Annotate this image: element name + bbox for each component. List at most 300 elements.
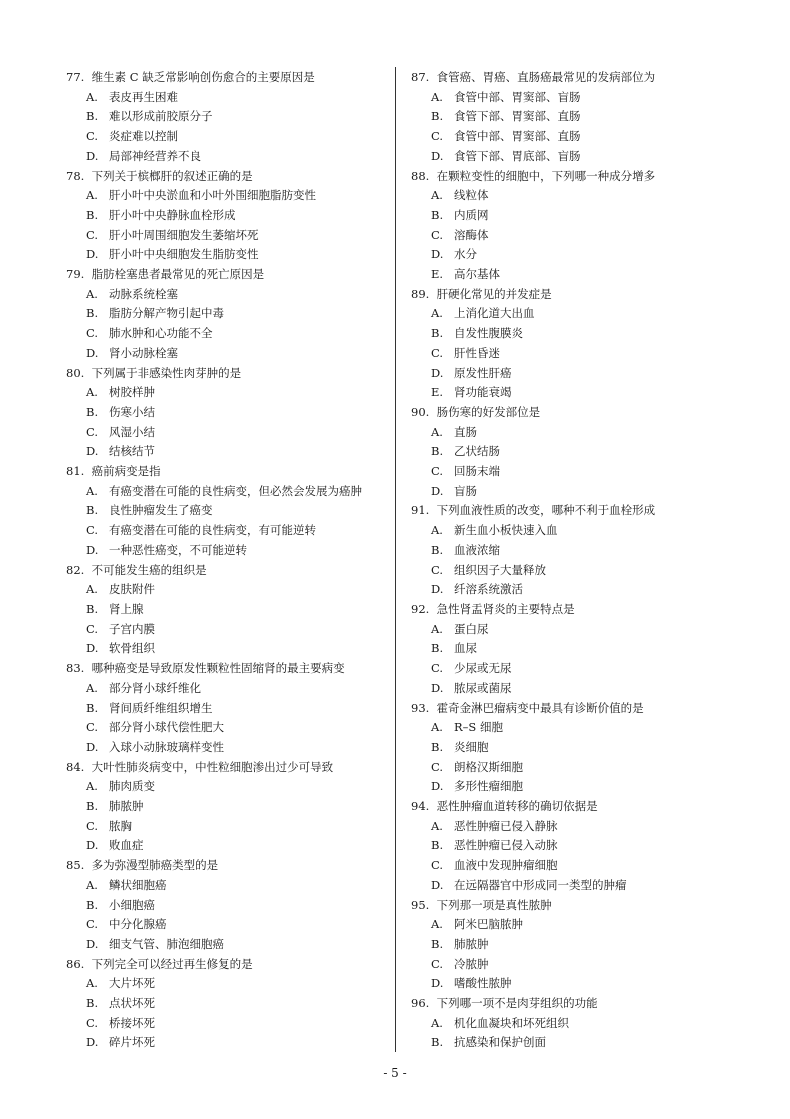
answer-option bbox=[411, 561, 731, 581]
option-text: 肾小动脉栓塞 bbox=[109, 345, 178, 360]
answer-option bbox=[66, 383, 386, 403]
option-letter: C. bbox=[431, 661, 444, 676]
option-letter: C. bbox=[86, 424, 99, 439]
option-text: 回肠末端 bbox=[454, 464, 500, 479]
question bbox=[411, 797, 731, 896]
answer-option bbox=[411, 817, 731, 837]
option-letter: C. bbox=[86, 818, 99, 833]
answer-option bbox=[411, 758, 731, 778]
answer-option bbox=[66, 423, 386, 443]
option-text: 鳞状细胞癌 bbox=[109, 877, 167, 892]
option-letter: A. bbox=[431, 306, 443, 321]
option-letter: A. bbox=[431, 89, 443, 104]
option-text: 脂肪分解产物引起中毒 bbox=[109, 306, 224, 321]
answer-option bbox=[66, 797, 386, 817]
answer-option bbox=[66, 836, 386, 856]
option-letter: B. bbox=[86, 404, 99, 419]
option-letter: B. bbox=[431, 109, 444, 124]
option-letter: D. bbox=[86, 247, 99, 262]
option-letter: E. bbox=[431, 385, 444, 400]
left-column bbox=[66, 68, 386, 1053]
answer-option bbox=[66, 718, 386, 738]
option-text: 肝性昏迷 bbox=[454, 345, 500, 360]
option-letter: D. bbox=[431, 680, 444, 695]
answer-option bbox=[66, 226, 386, 246]
option-letter: D. bbox=[86, 345, 99, 360]
question bbox=[66, 167, 386, 266]
page-number: - 5 - bbox=[383, 1066, 407, 1080]
answer-option bbox=[411, 186, 731, 206]
option-letter: C. bbox=[86, 326, 99, 341]
option-text: 肾上腺 bbox=[109, 601, 144, 616]
option-text: 软骨组织 bbox=[109, 641, 155, 656]
option-text: 炎症难以控制 bbox=[109, 129, 178, 144]
answer-option bbox=[411, 127, 731, 147]
option-text: 肝小叶中央淤血和小叶外围细胞脂肪变性 bbox=[109, 188, 316, 203]
question-number: 82. bbox=[66, 562, 85, 577]
option-text: 动脉系统栓塞 bbox=[109, 286, 178, 301]
answer-option bbox=[411, 88, 731, 108]
option-text: 组织因子大量释放 bbox=[454, 562, 546, 577]
question-stem bbox=[411, 68, 731, 88]
question-text: 多为弥漫型肺癌类型的是 bbox=[91, 858, 219, 873]
question-number: 95. bbox=[411, 897, 430, 912]
option-text: 肺脓肿 bbox=[454, 936, 489, 951]
question-text: 脂肪栓塞患者最常见的死亡原因是 bbox=[91, 267, 265, 282]
option-letter: A. bbox=[431, 424, 443, 439]
option-letter: B. bbox=[431, 739, 444, 754]
question-text: 肠伤寒的好发部位是 bbox=[436, 404, 541, 419]
question bbox=[66, 758, 386, 857]
question-number: 77. bbox=[66, 70, 85, 84]
option-text: 冷脓肿 bbox=[454, 956, 489, 971]
answer-option bbox=[411, 580, 731, 600]
question-text: 肝硬化常见的并发症是 bbox=[436, 286, 552, 301]
option-text: 少尿或无尿 bbox=[454, 661, 512, 676]
question bbox=[66, 856, 386, 955]
option-text: 树胶样肿 bbox=[109, 385, 155, 400]
right-column bbox=[411, 68, 731, 1053]
question-number: 86. bbox=[66, 956, 85, 971]
question-number: 80. bbox=[66, 365, 85, 380]
option-text: 入球小动脉玻璃样变性 bbox=[109, 739, 224, 754]
option-text: 新生血小板快速入血 bbox=[454, 523, 558, 538]
option-text: 高尔基体 bbox=[454, 267, 500, 282]
option-letter: A. bbox=[431, 523, 443, 538]
answer-option bbox=[66, 915, 386, 935]
question-text: 在颗粒变性的细胞中，下列哪一种成分增多 bbox=[436, 168, 656, 183]
option-letter: B. bbox=[86, 996, 99, 1011]
question bbox=[411, 68, 731, 167]
question-stem bbox=[66, 659, 386, 679]
option-text: 点状坏死 bbox=[109, 996, 155, 1011]
option-letter: B. bbox=[86, 799, 99, 814]
option-letter: B. bbox=[86, 207, 99, 222]
answer-option bbox=[411, 1033, 731, 1053]
answer-option bbox=[411, 836, 731, 856]
option-text: 良性肿瘤发生了癌变 bbox=[109, 503, 213, 518]
option-text: 食管中部、胃窦部、盲肠 bbox=[454, 89, 581, 104]
answer-option bbox=[66, 1033, 386, 1053]
answer-option bbox=[66, 600, 386, 620]
question-text: 下列血液性质的改变，哪种不利于血栓形成 bbox=[436, 503, 656, 518]
option-text: 直肠 bbox=[454, 424, 477, 439]
option-text: 食管中部、胃窦部、直肠 bbox=[454, 129, 581, 144]
answer-option bbox=[411, 935, 731, 955]
question bbox=[66, 462, 386, 561]
answer-option bbox=[66, 403, 386, 423]
answer-option bbox=[411, 777, 731, 797]
answer-option bbox=[66, 285, 386, 305]
answer-option bbox=[411, 462, 731, 482]
option-letter: A. bbox=[431, 917, 443, 932]
answer-option bbox=[411, 442, 731, 462]
option-text: 自发性腹膜炎 bbox=[454, 326, 523, 341]
option-letter: A. bbox=[86, 680, 98, 695]
option-letter: C. bbox=[431, 227, 444, 242]
option-letter: C. bbox=[86, 621, 99, 636]
option-text: 一种恶性癌变，不可能逆转 bbox=[109, 542, 247, 557]
question bbox=[411, 699, 731, 798]
question-stem bbox=[66, 561, 386, 581]
answer-option bbox=[66, 817, 386, 837]
answer-option bbox=[66, 974, 386, 994]
option-text: 有癌变潜在可能的良性病变，但必然会发展为癌肿 bbox=[109, 483, 362, 498]
question-text: 下列完全可以经过再生修复的是 bbox=[91, 956, 253, 971]
answer-option bbox=[66, 994, 386, 1014]
option-letter: C. bbox=[431, 858, 444, 873]
option-letter: D. bbox=[86, 936, 99, 951]
question-text: 霍奇金淋巴瘤病变中最具有诊断价值的是 bbox=[436, 700, 644, 715]
answer-option bbox=[411, 265, 731, 285]
option-text: 内质网 bbox=[454, 207, 489, 222]
option-text: 碎片坏死 bbox=[109, 1035, 155, 1050]
question-number: 93. bbox=[411, 700, 430, 715]
question-text: 食管癌、胃癌、直肠癌最常见的发病部位为 bbox=[436, 70, 656, 84]
option-text: 炎细胞 bbox=[454, 739, 489, 754]
question-number: 88. bbox=[411, 168, 430, 183]
answer-option bbox=[411, 679, 731, 699]
question-text: 癌前病变是指 bbox=[91, 464, 161, 479]
option-letter: A. bbox=[86, 89, 98, 104]
answer-option bbox=[66, 896, 386, 916]
option-text: 阿米巴脑脓肿 bbox=[454, 917, 523, 932]
option-text: 大片坏死 bbox=[109, 976, 155, 991]
question-stem bbox=[66, 955, 386, 975]
answer-option bbox=[411, 876, 731, 896]
question bbox=[411, 600, 731, 699]
option-text: 伤寒小结 bbox=[109, 404, 155, 419]
option-letter: B. bbox=[431, 444, 444, 459]
question bbox=[411, 403, 731, 502]
option-text: 纤溶系统激活 bbox=[454, 582, 523, 597]
question bbox=[66, 364, 386, 463]
answer-option bbox=[411, 324, 731, 344]
question-number: 90. bbox=[411, 404, 430, 419]
option-letter: C. bbox=[86, 917, 99, 932]
answer-option bbox=[66, 442, 386, 462]
question bbox=[66, 659, 386, 758]
option-letter: A. bbox=[431, 1015, 443, 1030]
option-text: 肝小叶中央静脉血栓形成 bbox=[109, 207, 236, 222]
option-letter: A. bbox=[86, 286, 98, 301]
option-text: 肝小叶周围细胞发生萎缩坏死 bbox=[109, 227, 259, 242]
question-text: 恶性肿瘤血道转移的确切依据是 bbox=[436, 799, 598, 814]
question-text: 下列那一项是真性脓肿 bbox=[436, 897, 552, 912]
question bbox=[66, 561, 386, 660]
answer-option bbox=[411, 344, 731, 364]
option-text: 机化血凝块和坏死组织 bbox=[454, 1015, 569, 1030]
option-letter: B. bbox=[431, 207, 444, 222]
option-text: 部分肾小球纤维化 bbox=[109, 680, 201, 695]
question-stem bbox=[411, 699, 731, 719]
question-stem bbox=[66, 856, 386, 876]
option-letter: A. bbox=[86, 582, 98, 597]
option-letter: D. bbox=[431, 877, 444, 892]
answer-option bbox=[411, 304, 731, 324]
question-text: 哪种癌变是导致原发性颗粒性固缩肾的最主要病变 bbox=[91, 661, 345, 676]
option-letter: C. bbox=[431, 956, 444, 971]
option-text: 抗感染和保护创面 bbox=[454, 1035, 546, 1050]
option-text: 恶性肿瘤已侵入动脉 bbox=[454, 838, 558, 853]
question-number: 87. bbox=[411, 70, 430, 84]
answer-option bbox=[66, 521, 386, 541]
question-text: 不可能发生癌的组织是 bbox=[91, 562, 207, 577]
question-text: 维生素 C 缺乏常影响创伤愈合的主要原因是 bbox=[91, 70, 315, 84]
question-stem bbox=[411, 797, 731, 817]
option-letter: C. bbox=[86, 129, 99, 144]
answer-option bbox=[411, 206, 731, 226]
option-letter: B. bbox=[431, 838, 444, 853]
option-text: 朗格汉斯细胞 bbox=[454, 759, 523, 774]
option-letter: C. bbox=[86, 720, 99, 735]
answer-option bbox=[66, 935, 386, 955]
question bbox=[411, 896, 731, 995]
option-letter: D. bbox=[86, 641, 99, 656]
option-text: 有癌变潜在可能的良性病变，有可能逆转 bbox=[109, 523, 316, 538]
answer-option bbox=[411, 521, 731, 541]
option-text: 小细胞癌 bbox=[109, 897, 155, 912]
option-letter: A. bbox=[86, 483, 98, 498]
option-letter: B. bbox=[431, 542, 444, 557]
answer-option bbox=[411, 856, 731, 876]
answer-option bbox=[411, 245, 731, 265]
option-text: 水分 bbox=[454, 247, 477, 262]
question-number: 79. bbox=[66, 267, 85, 282]
option-text: 盲肠 bbox=[454, 483, 477, 498]
answer-option bbox=[66, 580, 386, 600]
question-number: 85. bbox=[66, 858, 85, 873]
option-text: 多形性瘤细胞 bbox=[454, 779, 523, 794]
answer-option bbox=[66, 1014, 386, 1034]
option-letter: A. bbox=[431, 188, 443, 203]
option-letter: D. bbox=[431, 779, 444, 794]
answer-option bbox=[411, 383, 731, 403]
option-letter: C. bbox=[86, 523, 99, 538]
option-letter: E. bbox=[431, 267, 444, 282]
option-text: 部分肾小球代偿性肥大 bbox=[109, 720, 224, 735]
option-letter: B. bbox=[86, 503, 99, 518]
option-letter: D. bbox=[431, 483, 444, 498]
option-letter: D. bbox=[431, 365, 444, 380]
question-number: 81. bbox=[66, 464, 85, 479]
answer-option bbox=[66, 699, 386, 719]
answer-option bbox=[66, 482, 386, 502]
option-letter: D. bbox=[86, 739, 99, 754]
answer-option bbox=[66, 245, 386, 265]
option-text: 风湿小结 bbox=[109, 424, 155, 439]
option-text: 血尿 bbox=[454, 641, 477, 656]
option-text: 细支气管、肺泡细胞癌 bbox=[109, 936, 224, 951]
question bbox=[411, 167, 731, 285]
answer-option bbox=[66, 127, 386, 147]
question-stem bbox=[411, 994, 731, 1014]
answer-option bbox=[66, 304, 386, 324]
option-letter: B. bbox=[86, 601, 99, 616]
question-number: 96. bbox=[411, 996, 430, 1011]
answer-option bbox=[66, 620, 386, 640]
option-text: 线粒体 bbox=[454, 188, 489, 203]
answer-option bbox=[411, 718, 731, 738]
question-stem bbox=[411, 896, 731, 916]
option-text: 败血症 bbox=[109, 838, 144, 853]
answer-option bbox=[411, 482, 731, 502]
option-letter: B. bbox=[431, 641, 444, 656]
answer-option bbox=[66, 738, 386, 758]
option-text: 乙状结肠 bbox=[454, 444, 500, 459]
option-letter: C. bbox=[431, 345, 444, 360]
answer-option bbox=[66, 501, 386, 521]
question-text: 下列属于非感染性肉芽肿的是 bbox=[91, 365, 242, 380]
question-number: 92. bbox=[411, 601, 430, 616]
question-stem bbox=[411, 600, 731, 620]
option-letter: C. bbox=[431, 129, 444, 144]
question-number: 94. bbox=[411, 799, 430, 814]
answer-option bbox=[411, 107, 731, 127]
option-letter: A. bbox=[86, 976, 98, 991]
option-letter: D. bbox=[86, 148, 99, 163]
option-text: R–S 细胞 bbox=[454, 720, 503, 735]
answer-option bbox=[66, 147, 386, 167]
answer-option bbox=[66, 107, 386, 127]
answer-option bbox=[411, 364, 731, 384]
option-text: 肺水肿和心功能不全 bbox=[109, 326, 213, 341]
question-stem bbox=[411, 403, 731, 423]
option-text: 血液中发现肿瘤细胞 bbox=[454, 858, 558, 873]
question-stem bbox=[411, 285, 731, 305]
answer-option bbox=[66, 344, 386, 364]
question bbox=[411, 285, 731, 403]
answer-option bbox=[411, 541, 731, 561]
question bbox=[411, 501, 731, 600]
answer-option bbox=[411, 738, 731, 758]
option-text: 肺脓肿 bbox=[109, 799, 144, 814]
option-text: 结核结节 bbox=[109, 444, 155, 459]
option-text: 表皮再生困难 bbox=[109, 89, 178, 104]
answer-option bbox=[411, 974, 731, 994]
option-text: 蛋白尿 bbox=[454, 621, 489, 636]
question-stem bbox=[66, 167, 386, 187]
question-stem bbox=[411, 167, 731, 187]
option-text: 食管下部、胃窦部、直肠 bbox=[454, 109, 581, 124]
answer-option bbox=[411, 639, 731, 659]
option-letter: B. bbox=[431, 1035, 444, 1050]
option-text: 食管下部、胃底部、盲肠 bbox=[454, 148, 581, 163]
option-letter: B. bbox=[431, 936, 444, 951]
answer-option bbox=[411, 226, 731, 246]
option-letter: C. bbox=[431, 562, 444, 577]
answer-option bbox=[411, 955, 731, 975]
option-text: 桥接坏死 bbox=[109, 1015, 155, 1030]
answer-option bbox=[411, 915, 731, 935]
question bbox=[66, 265, 386, 364]
option-text: 皮肤附件 bbox=[109, 582, 155, 597]
answer-option bbox=[411, 620, 731, 640]
option-letter: A. bbox=[86, 385, 98, 400]
question-stem bbox=[66, 265, 386, 285]
question-number: 91. bbox=[411, 503, 430, 518]
answer-option bbox=[66, 186, 386, 206]
option-text: 脓胸 bbox=[109, 818, 132, 833]
option-text: 嗜酸性脓肿 bbox=[454, 976, 512, 991]
option-text: 在远隔器官中形成同一类型的肿瘤 bbox=[454, 877, 627, 892]
option-letter: A. bbox=[431, 818, 443, 833]
answer-option bbox=[66, 324, 386, 344]
option-text: 中分化腺癌 bbox=[109, 917, 167, 932]
answer-option bbox=[66, 206, 386, 226]
option-letter: B. bbox=[431, 326, 444, 341]
option-letter: D. bbox=[431, 976, 444, 991]
answer-option bbox=[66, 639, 386, 659]
question-text: 急性肾盂肾炎的主要特点是 bbox=[436, 601, 575, 616]
option-letter: D. bbox=[86, 542, 99, 557]
option-letter: A. bbox=[431, 720, 443, 735]
answer-option bbox=[411, 147, 731, 167]
question-stem bbox=[411, 501, 731, 521]
option-letter: D. bbox=[431, 148, 444, 163]
question-text: 下列关于槟榔肝的叙述正确的是 bbox=[91, 168, 253, 183]
answer-option bbox=[411, 423, 731, 443]
question bbox=[66, 955, 386, 1054]
option-text: 肾间质纤维组织增生 bbox=[109, 700, 213, 715]
question-text: 下列哪一项不是肉芽组织的功能 bbox=[436, 996, 598, 1011]
option-text: 血液浓缩 bbox=[454, 542, 500, 557]
option-letter: B. bbox=[86, 897, 99, 912]
answer-option bbox=[66, 88, 386, 108]
answer-option bbox=[66, 876, 386, 896]
question-stem bbox=[66, 364, 386, 384]
option-text: 脓尿或菌尿 bbox=[454, 680, 512, 695]
question-number: 84. bbox=[66, 759, 85, 774]
question-stem bbox=[66, 758, 386, 778]
question-stem bbox=[66, 462, 386, 482]
option-letter: B. bbox=[86, 109, 99, 124]
question-stem bbox=[66, 68, 386, 88]
option-letter: C. bbox=[431, 759, 444, 774]
option-text: 原发性肝癌 bbox=[454, 365, 512, 380]
option-letter: B. bbox=[86, 306, 99, 321]
answer-option bbox=[66, 541, 386, 561]
option-letter: D. bbox=[431, 247, 444, 262]
option-letter: D. bbox=[86, 1035, 99, 1050]
option-text: 肝小叶中央细胞发生脂肪变性 bbox=[109, 247, 259, 262]
option-text: 难以形成前胶原分子 bbox=[109, 109, 213, 124]
answer-option bbox=[411, 659, 731, 679]
question-number: 89. bbox=[411, 286, 430, 301]
option-text: 恶性肿瘤已侵入静脉 bbox=[454, 818, 558, 833]
question-number: 78. bbox=[66, 168, 85, 183]
question bbox=[411, 994, 731, 1053]
